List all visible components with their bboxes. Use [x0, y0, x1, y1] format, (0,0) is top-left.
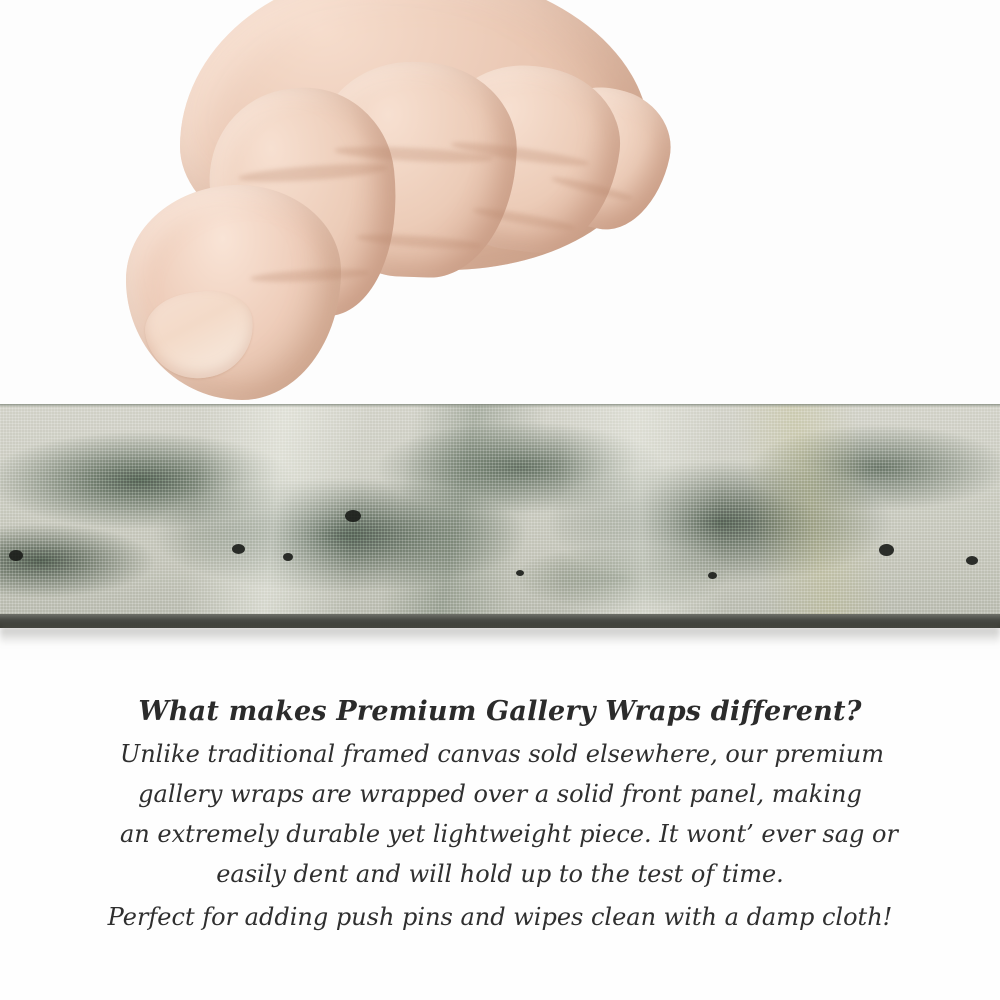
- canvas-speck: [966, 556, 978, 565]
- caption-body-line: an extremely durable yet lightweight piece. It wont’ ever sag or: [120, 820, 898, 848]
- canvas-side-edge: [0, 614, 1000, 628]
- gallery-wrap-canvas-slab: [0, 404, 1000, 636]
- canvas-speck: [879, 544, 894, 556]
- caption-heading: What makes Premium Gallery Wraps different?: [138, 696, 862, 727]
- canvas-printed-face: [0, 404, 1000, 616]
- canvas-top-edge-line: [0, 404, 1000, 407]
- canvas-speck: [708, 572, 717, 579]
- canvas-speck: [516, 570, 524, 576]
- canvas-speck: [232, 544, 245, 554]
- caption-body-line: easily dent and will hold up to the test of time.: [216, 860, 784, 888]
- canvas-speck: [345, 510, 361, 522]
- caption-block: [0, 690, 1000, 938]
- canvas-weave-texture: [0, 404, 1000, 616]
- caption-final-line: Perfect for adding push pins and wipes clean with a damp cloth!: [107, 903, 893, 931]
- canvas-speck: [283, 553, 293, 561]
- canvas-speck: [9, 550, 23, 561]
- thumb: [126, 185, 341, 400]
- caption-body-line: Unlike traditional framed canvas sold elsewhere, our premium: [120, 740, 885, 768]
- hand-illustration: [120, 0, 680, 440]
- canvas-drop-shadow: [0, 627, 1000, 645]
- caption-body: [0, 734, 1000, 894]
- caption-body-line: gallery wraps are wrapped over a solid front panel, making: [138, 780, 862, 808]
